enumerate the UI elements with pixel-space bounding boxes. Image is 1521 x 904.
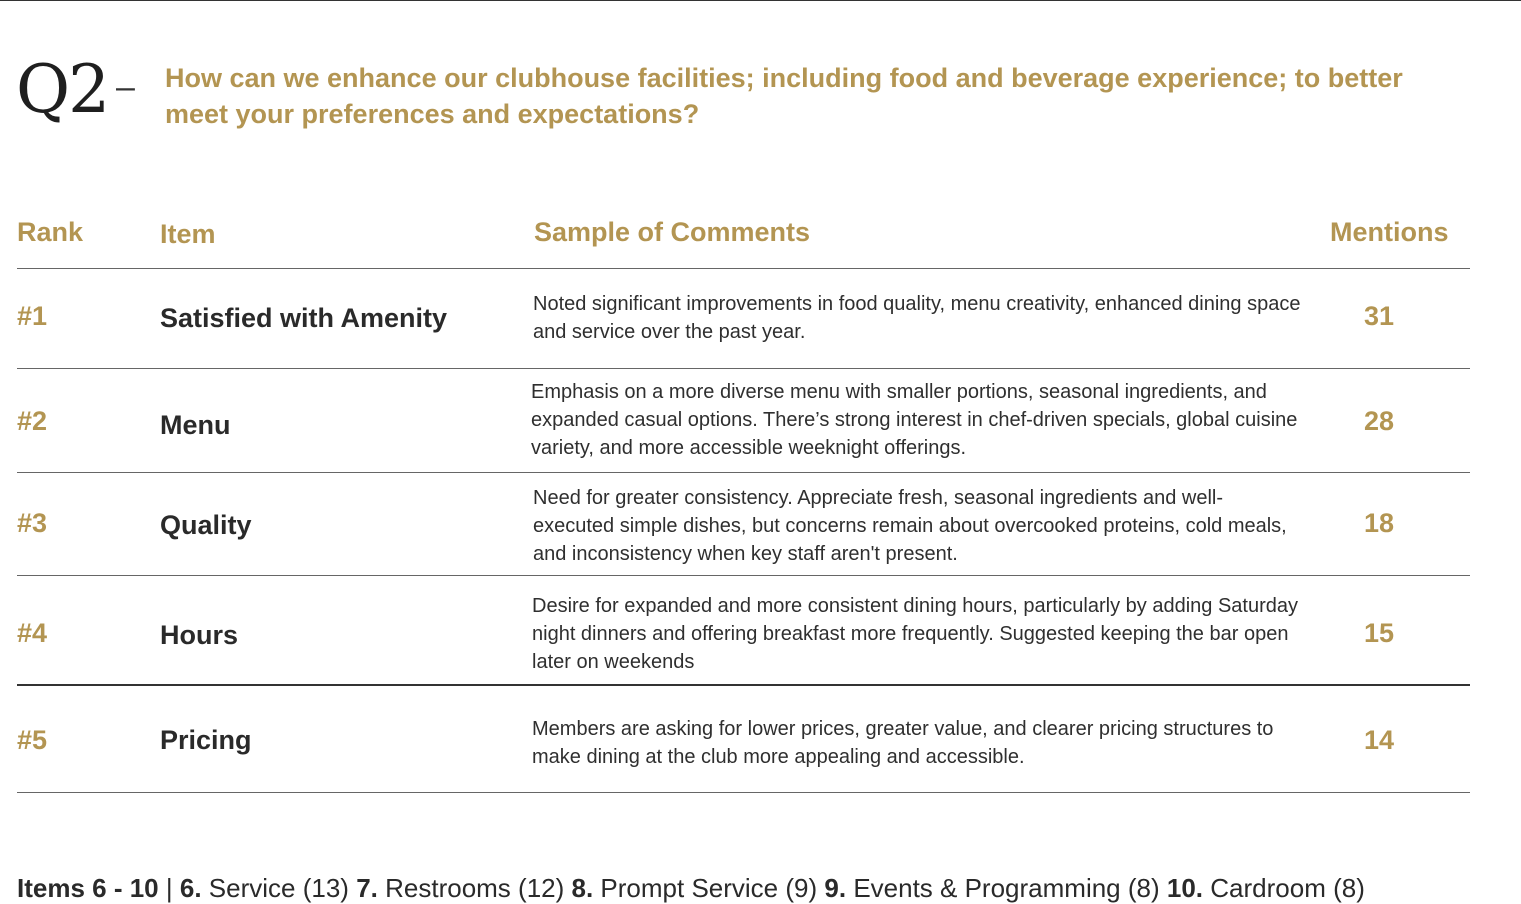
- question-dash: –: [116, 68, 135, 106]
- footer-item-text: Restrooms (12): [385, 873, 565, 903]
- table-bottom-rule: [17, 792, 1470, 793]
- row-2-rank: #2: [17, 406, 48, 436]
- footer-item-num: 9.: [824, 873, 847, 903]
- row-2-comment: Emphasis on a more diverse menu with smaller portions, seasonal ingredients, and expanded casual options. There’s strong interest in chef-driven specials, global cuisine variety, and more accessible weeknight offerings.: [531, 381, 1298, 459]
- row-3-mentions: 18: [1364, 508, 1395, 538]
- footer-item-text: Cardroom (8): [1210, 873, 1365, 903]
- row-divider: [17, 472, 1470, 473]
- footer-item-text: Prompt Service (9): [600, 873, 818, 903]
- row-3-comment: Need for greater consistency. Appreciate fresh, seasonal ingredients and well-executed simple dishes, but concerns remain about overcooked proteins, cold meals, and inconsistency when key staff aren't present.: [533, 487, 1287, 565]
- question-number: Q2: [16, 51, 109, 128]
- row-5-rank: #5: [17, 725, 48, 755]
- row-1-rank: #1: [17, 301, 48, 331]
- footer-item-num: 7.: [356, 873, 378, 903]
- question-text: How can we enhance our clubhouse facilities; including food and beverage experience; to better meet your preferences and expectations?: [165, 63, 1403, 129]
- footer-label: Items 6 - 10: [17, 873, 159, 903]
- row-2-item: Menu: [160, 410, 231, 440]
- row-1-item: Satisfied with Amenity: [160, 303, 448, 333]
- header-divider: [17, 268, 1470, 269]
- header-comments: Sample of Comments: [534, 217, 811, 247]
- row-4-mentions: 15: [1364, 618, 1395, 648]
- footer-item-num: 6.: [179, 873, 202, 903]
- footer-item-text: Service (13): [208, 873, 349, 903]
- row-5-comment: Members are asking for lower prices, greater value, and clearer pricing structures to make dining at the club more appealing and accessible.: [532, 718, 1274, 768]
- row-5-item: Pricing: [160, 725, 252, 755]
- row-4-rank: #4: [17, 618, 48, 648]
- footer-items: [17, 872, 1365, 904]
- row-5-mentions: 14: [1364, 725, 1395, 755]
- row-divider: [17, 368, 1470, 369]
- row-3-item: Quality: [160, 510, 252, 540]
- top-rule: [0, 0, 1521, 1]
- row-2-mentions: 28: [1364, 406, 1395, 436]
- row-divider: [17, 684, 1470, 686]
- row-divider: [17, 575, 1470, 576]
- row-4-comment: Desire for expanded and more consistent dining hours, particularly by adding Saturday night dinners and offering breakfast more frequently. Suggested keeping the bar open later on weekends: [532, 595, 1298, 673]
- row-4-item: Hours: [160, 620, 239, 650]
- header-rank: Rank: [17, 217, 84, 247]
- footer-separator: |: [165, 873, 173, 903]
- row-3-rank: #3: [17, 508, 48, 538]
- row-1-mentions: 31: [1364, 301, 1395, 331]
- row-1-comment: Noted significant improvements in food quality, menu creativity, enhanced dining space and service over the past year.: [533, 293, 1301, 343]
- footer-item-num: 10.: [1166, 873, 1204, 903]
- footer-item-num: 8.: [571, 873, 594, 903]
- footer-item-text: Events & Programming (8): [853, 873, 1160, 903]
- header-mentions: Mentions: [1330, 217, 1449, 247]
- header-item: Item: [160, 219, 216, 249]
